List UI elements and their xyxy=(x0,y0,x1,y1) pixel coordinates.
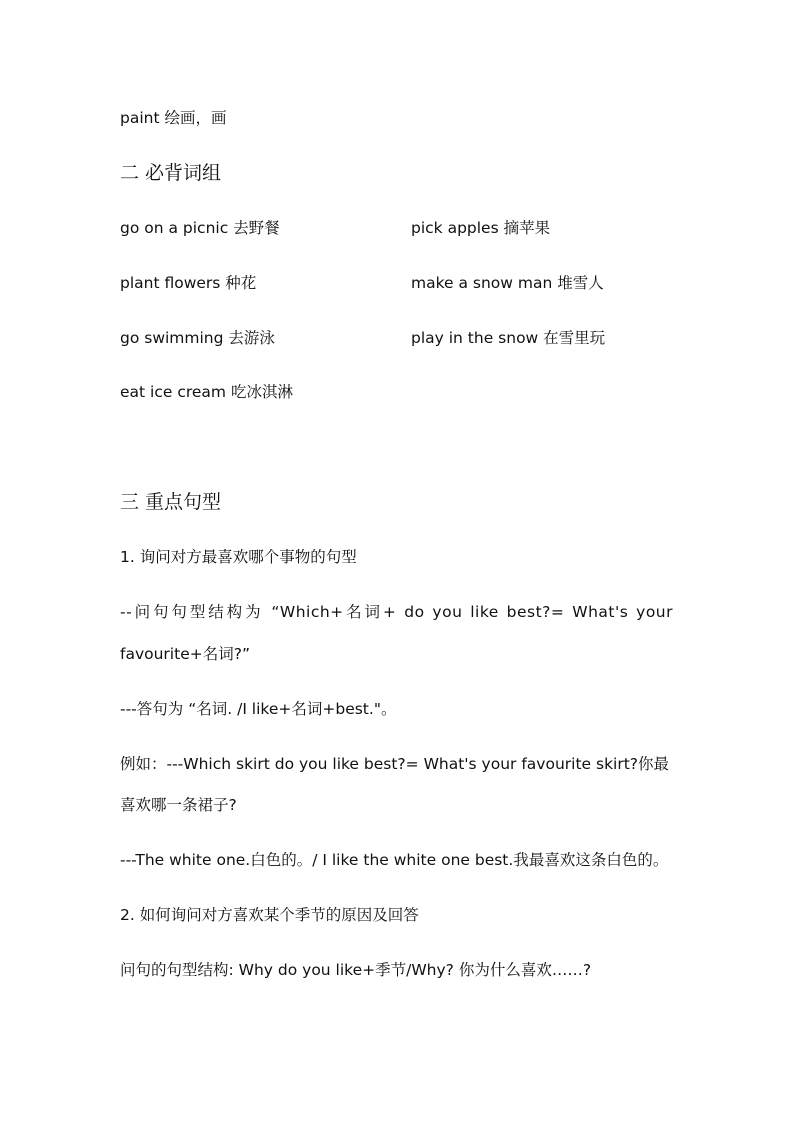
example-sentence: 例如：---Which skirt do you like best?= What's your favourite skirt?你最 xyxy=(120,755,670,773)
sentence-structure: --问句句型结构为 “Which+名词+ do you like best?= What's your xyxy=(120,603,673,621)
phrase-item: go on a picnic 去野餐 xyxy=(120,219,280,237)
sentence-item-title: 1. 询问对方最喜欢哪个事物的句型 xyxy=(120,548,357,566)
phrase-item: play in the snow 在雪里玩 xyxy=(411,329,606,347)
phrase-item: pick apples 摘苹果 xyxy=(411,219,551,237)
phrase-item: eat ice cream 吃冰淇淋 xyxy=(120,383,293,401)
sentence-answer: ---答句为 “名词. /I like+名词+best."。 xyxy=(120,700,397,718)
sentence-item-title: 2. 如何询问对方喜欢某个季节的原因及回答 xyxy=(120,906,419,924)
vocab-paint: paint 绘画，画 xyxy=(120,109,227,127)
sentence-structure: 问句的句型结构: Why do you like+季节/Why? 你为什么喜欢……? xyxy=(120,961,592,979)
phrase-item: go swimming 去游泳 xyxy=(120,329,275,347)
sentence-structure-cont: favourite+名词?” xyxy=(120,645,250,663)
section-heading-phrases: 二 必背词组 xyxy=(120,162,222,184)
example-sentence-cont: 喜欢哪一条裙子? xyxy=(120,796,237,814)
phrase-item: plant flowers 种花 xyxy=(120,274,257,292)
section-heading-sentences: 三 重点句型 xyxy=(120,491,222,513)
phrase-item: make a snow man 堆雪人 xyxy=(411,274,604,292)
example-answer: ---The white one.白色的。/ I like the white one best.我最喜欢这条白色的。 xyxy=(120,851,669,869)
